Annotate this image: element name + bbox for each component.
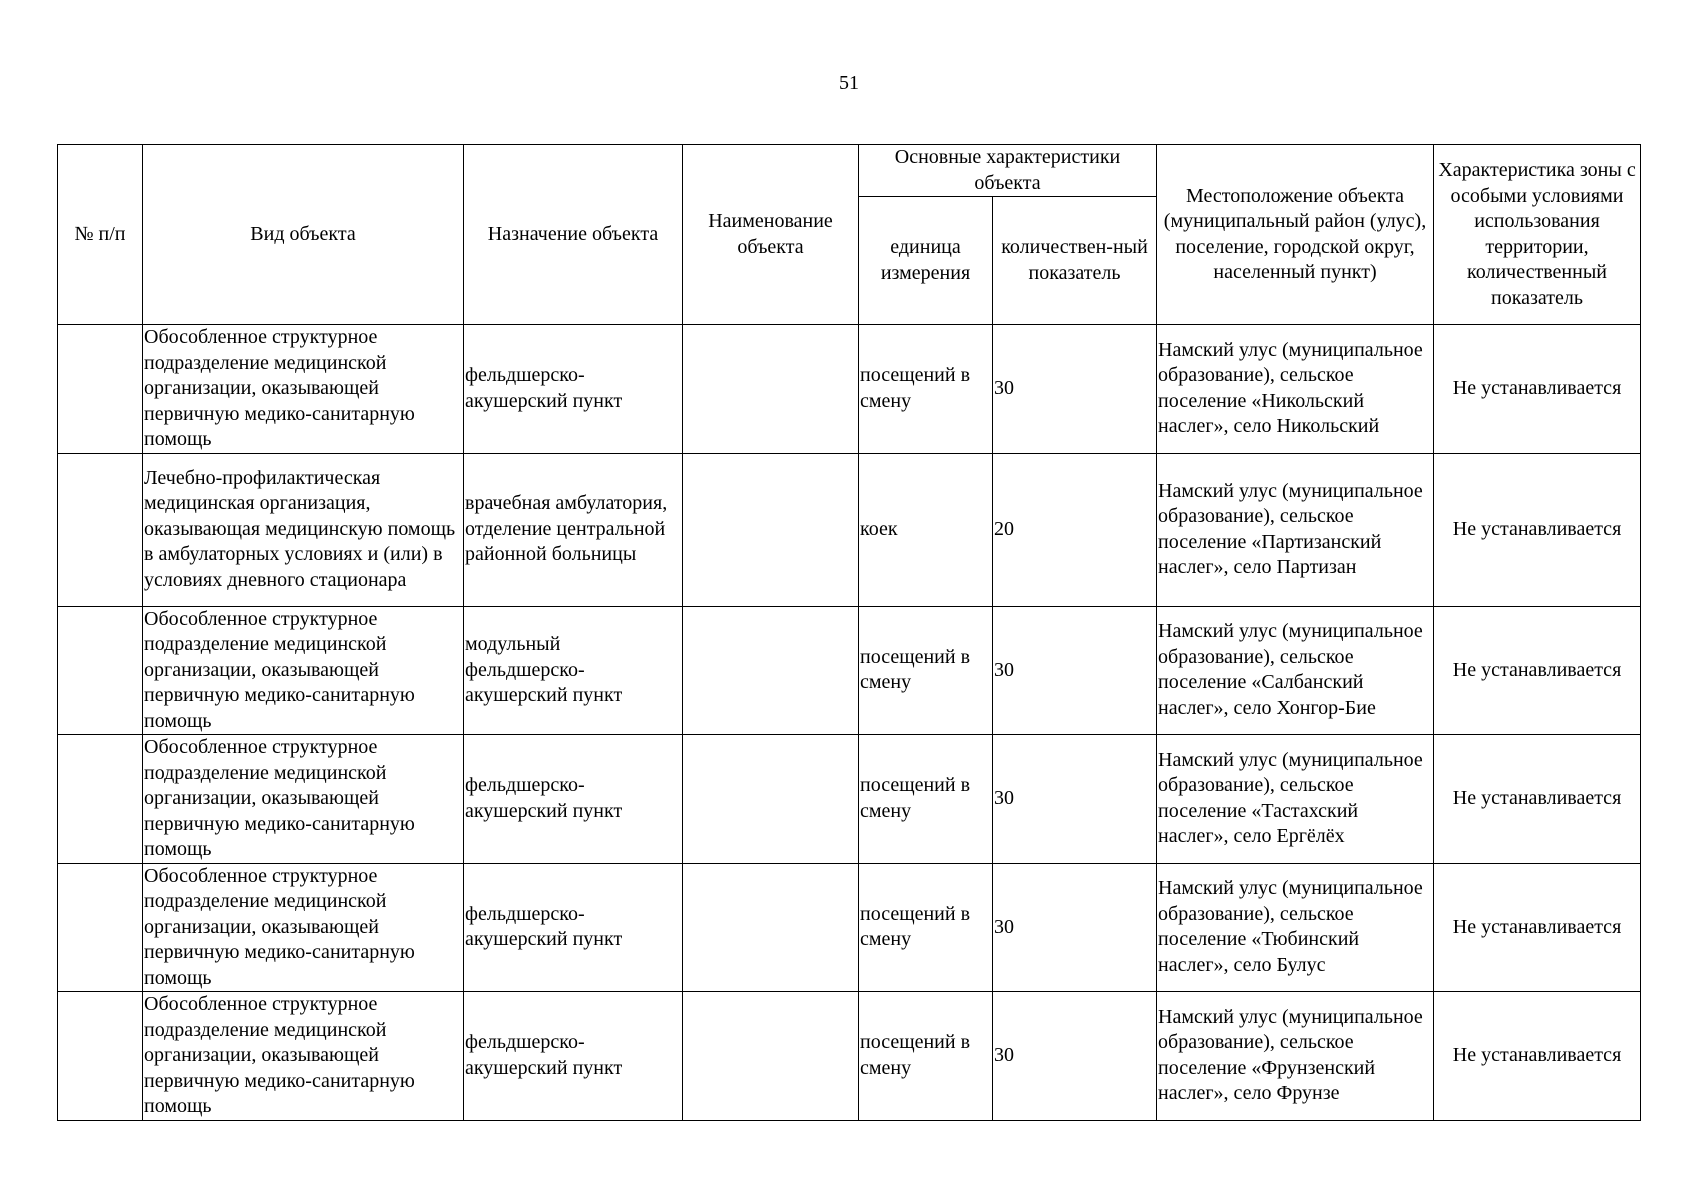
table-row <box>58 735 1641 864</box>
header-quantity: количествен-ный показатель <box>993 197 1157 325</box>
cell-purpose: фельдшерско-акушерский пункт <box>464 863 683 992</box>
cell-purpose: врачебная амбулатория, отделение центральной районной больницы <box>464 453 683 606</box>
cell-location: Намский улус (муниципальное образование), сельское поселение «Фрунзенский наслег», село Фрунзе <box>1157 992 1434 1121</box>
cell-quantity: 20 <box>993 453 1157 606</box>
cell-num <box>58 735 143 864</box>
cell-unit: коек <box>859 453 993 606</box>
cell-zone: Не устанавливается <box>1434 863 1641 992</box>
header-num: № п/п <box>58 145 143 325</box>
cell-quantity: 30 <box>993 606 1157 735</box>
cell-name <box>683 863 859 992</box>
cell-kind: Обособленное структурное подразделение медицинской организации, оказывающей первичную медико-санитарную помощь <box>143 992 464 1121</box>
cell-kind: Обособленное структурное подразделение медицинской организации, оказывающей первичную медико-санитарную помощь <box>143 606 464 735</box>
cell-unit: посещений в смену <box>859 863 993 992</box>
cell-purpose: фельдшерско-акушерский пункт <box>464 735 683 864</box>
cell-zone: Не устанавливается <box>1434 325 1641 454</box>
cell-num <box>58 325 143 454</box>
header-unit: единица измерения <box>859 197 993 325</box>
cell-zone: Не устанавливается <box>1434 453 1641 606</box>
cell-zone: Не устанавливается <box>1434 606 1641 735</box>
header-kind: Вид объекта <box>143 145 464 325</box>
header-purpose: Назначение объекта <box>464 145 683 325</box>
cell-name <box>683 325 859 454</box>
cell-quantity: 30 <box>993 992 1157 1121</box>
cell-name <box>683 606 859 735</box>
cell-kind: Обособленное структурное подразделение медицинской организации, оказывающей первичную медико-санитарную помощь <box>143 325 464 454</box>
page-number: 51 <box>839 72 859 94</box>
header-characteristics: Основные характеристики объекта <box>859 145 1157 197</box>
table-row <box>58 606 1641 735</box>
cell-name <box>683 735 859 864</box>
cell-num <box>58 863 143 992</box>
cell-num <box>58 606 143 735</box>
cell-kind: Обособленное структурное подразделение медицинской организации, оказывающей первичную медико-санитарную помощь <box>143 863 464 992</box>
cell-quantity: 30 <box>993 325 1157 454</box>
cell-location: Намский улус (муниципальное образование), сельское поселение «Партизанский наслег», село Партизан <box>1157 453 1434 606</box>
cell-name <box>683 453 859 606</box>
cell-unit: посещений в смену <box>859 325 993 454</box>
cell-quantity: 30 <box>993 735 1157 864</box>
header-zone: Характеристика зоны с особыми условиями использования территории, количественный показатель <box>1434 145 1641 325</box>
cell-location: Намский улус (муниципальное образование), сельское поселение «Никольский наслег», село Никольский <box>1157 325 1434 454</box>
cell-location: Намский улус (муниципальное образование), сельское поселение «Салбанский наслег», село Хонгор-Бие <box>1157 606 1434 735</box>
header-location: Местоположение объекта (муниципальный район (улус), поселение, городской округ, населенный пункт) <box>1157 145 1434 325</box>
header-name: Наименование объекта <box>683 145 859 325</box>
table-row <box>58 325 1641 454</box>
cell-purpose: модульный фельдшерско-акушерский пункт <box>464 606 683 735</box>
cell-purpose: фельдшерско-акушерский пункт <box>464 992 683 1121</box>
cell-purpose: фельдшерско-акушерский пункт <box>464 325 683 454</box>
cell-unit: посещений в смену <box>859 992 993 1121</box>
cell-name <box>683 992 859 1121</box>
cell-zone: Не устанавливается <box>1434 992 1641 1121</box>
cell-quantity: 30 <box>993 863 1157 992</box>
table-row <box>58 453 1641 606</box>
table-row <box>58 863 1641 992</box>
header-row-top <box>58 145 1641 197</box>
cell-location: Намский улус (муниципальное образование), сельское поселение «Тастахский наслег», село Ергёлёх <box>1157 735 1434 864</box>
table-row <box>58 992 1641 1121</box>
objects-table <box>57 144 1641 1121</box>
cell-num <box>58 453 143 606</box>
cell-kind: Обособленное структурное подразделение медицинской организации, оказывающей первичную медико-санитарную помощь <box>143 735 464 864</box>
cell-unit: посещений в смену <box>859 606 993 735</box>
cell-num <box>58 992 143 1121</box>
cell-unit: посещений в смену <box>859 735 993 864</box>
cell-location: Намский улус (муниципальное образование), сельское поселение «Тюбинский наслег», село Булус <box>1157 863 1434 992</box>
cell-kind: Лечебно-профилактическая медицинская организация, оказывающая медицинскую помощь в амбулаторных условиях и (или) в условиях дневного стационара <box>143 453 464 606</box>
cell-zone: Не устанавливается <box>1434 735 1641 864</box>
